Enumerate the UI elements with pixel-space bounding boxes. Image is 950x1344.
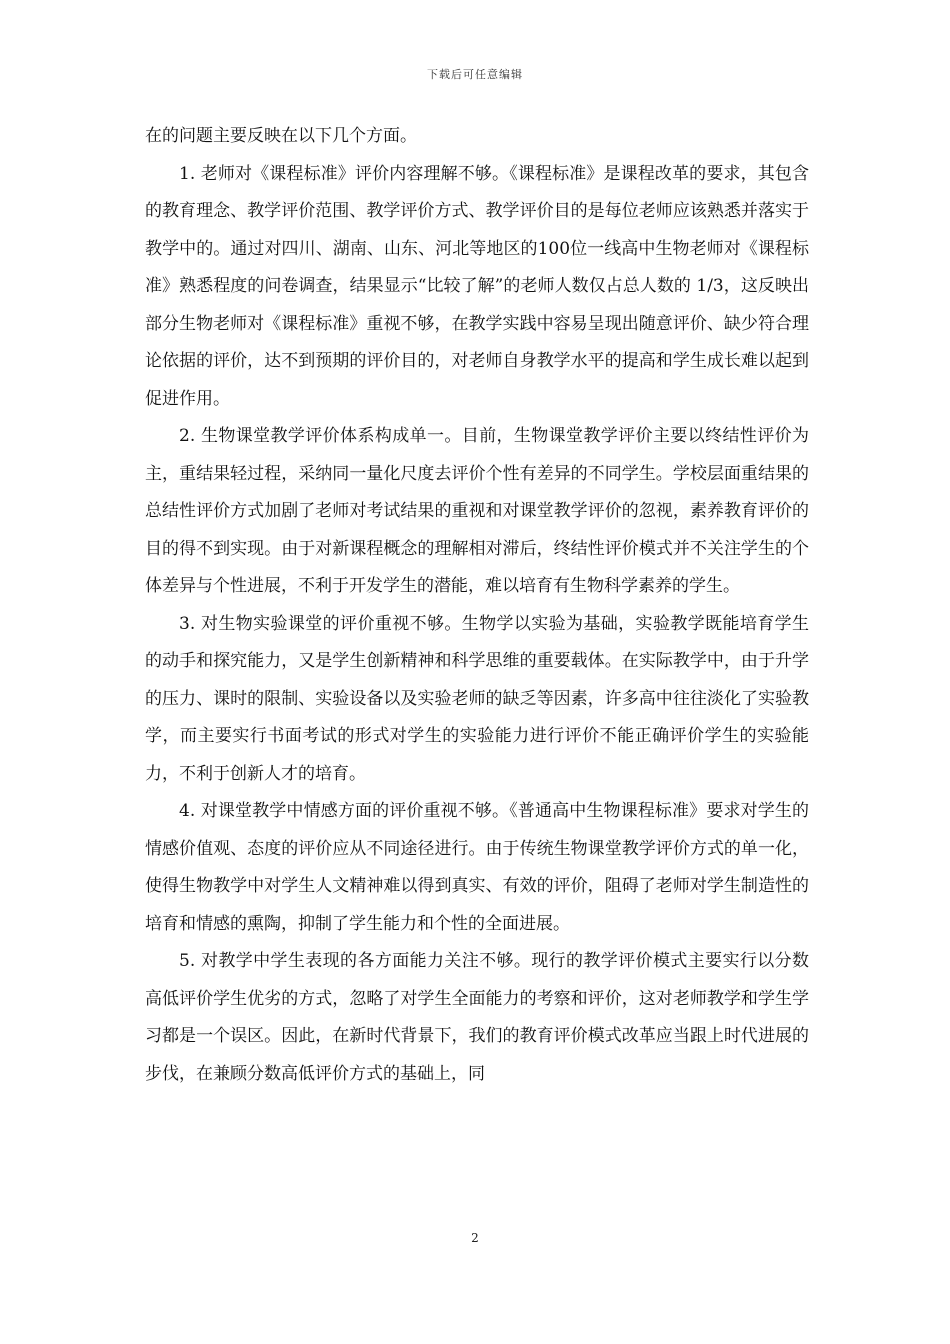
paragraph-point-5: 5. 对教学中学生表现的各方面能力关注不够。现行的教学评价模式主要实行以分数高低评价学生优劣的方式，忽略了对学生全面能力的考察和评价，这对老师教学和学生学习都是一个误区。因此，在新时代背景下，我们的教育评价模式改革应当跟上时代进展的步伐，在兼顾分数高低评价方式的基础上，同 (145, 951, 809, 1084)
paragraph-point-1: 1. 老师对《课程标准》评价内容理解不够。《课程标准》是课程改革的要求，其包含的教育理念、教学评价范围、教学评价方式、教学评价目的是每位老师应该熟悉并落实于教学中的。通过对四川、湖南、山东、河北等地区的100位一线高中生物老师对《课程标准》熟悉程度的问卷调查，结果显示“比较了解”的老师人数仅占总人数的 1/3，这反映出部分生物老师对《课程标准》重视不够，在教学实践中容易呈现出随意评价、缺少符合理论依据的评价，达不到预期的评价目的，对老师自身教学水平的提高和学生成长难以起到促进作用。 (145, 163, 809, 409)
document-body (145, 118, 809, 1093)
page-number: 2 (471, 1231, 479, 1245)
paragraph-point-3: 3. 对生物实验课堂的评价重视不够。生物学以实验为基础，实验教学既能培育学生的动手和探究能力，又是学生创新精神和科学思维的重要载体。在实际教学中，由于升学的压力、课时的限制、实验设备以及实验老师的缺乏等因素，许多高中往往淡化了实验教学，而主要实行书面考试的形式对学生的实验能力进行评价不能正确评价学生的实验能力，不利于创新人才的培育。 (145, 613, 809, 784)
paragraph-point-4: 4. 对课堂教学中情感方面的评价重视不够。《普通高中生物课程标准》要求对学生的情感价值观、态度的评价应从不同途径进行。由于传统生物课堂教学评价方式的单一化，使得生物教学中对学生人文精神难以得到真实、有效的评价，阻碍了老师对学生制造性的培育和情感的熏陶，抑制了学生能力和个性的全面进展。 (145, 801, 809, 934)
paragraph-point-2: 2. 生物课堂教学评价体系构成单一。目前，生物课堂教学评价主要以终结性评价为主，重结果轻过程，采纳同一量化尺度去评价个性有差异的不同学生。学校层面重结果的总结性评价方式加剧了老师对考试结果的重视和对课堂教学评价的忽视，素养教育评价的目的得不到实现。由于对新课程概念的理解相对滞后，终结性评价模式并不关注学生的个体差异与个性进展，不利于开发学生的潜能，难以培育有生物科学素养的学生。 (145, 426, 809, 596)
paragraph-intro: 在的问题主要反映在以下几个方面。 (145, 126, 417, 146)
page-header: 下载后可任意编辑 (427, 68, 523, 81)
